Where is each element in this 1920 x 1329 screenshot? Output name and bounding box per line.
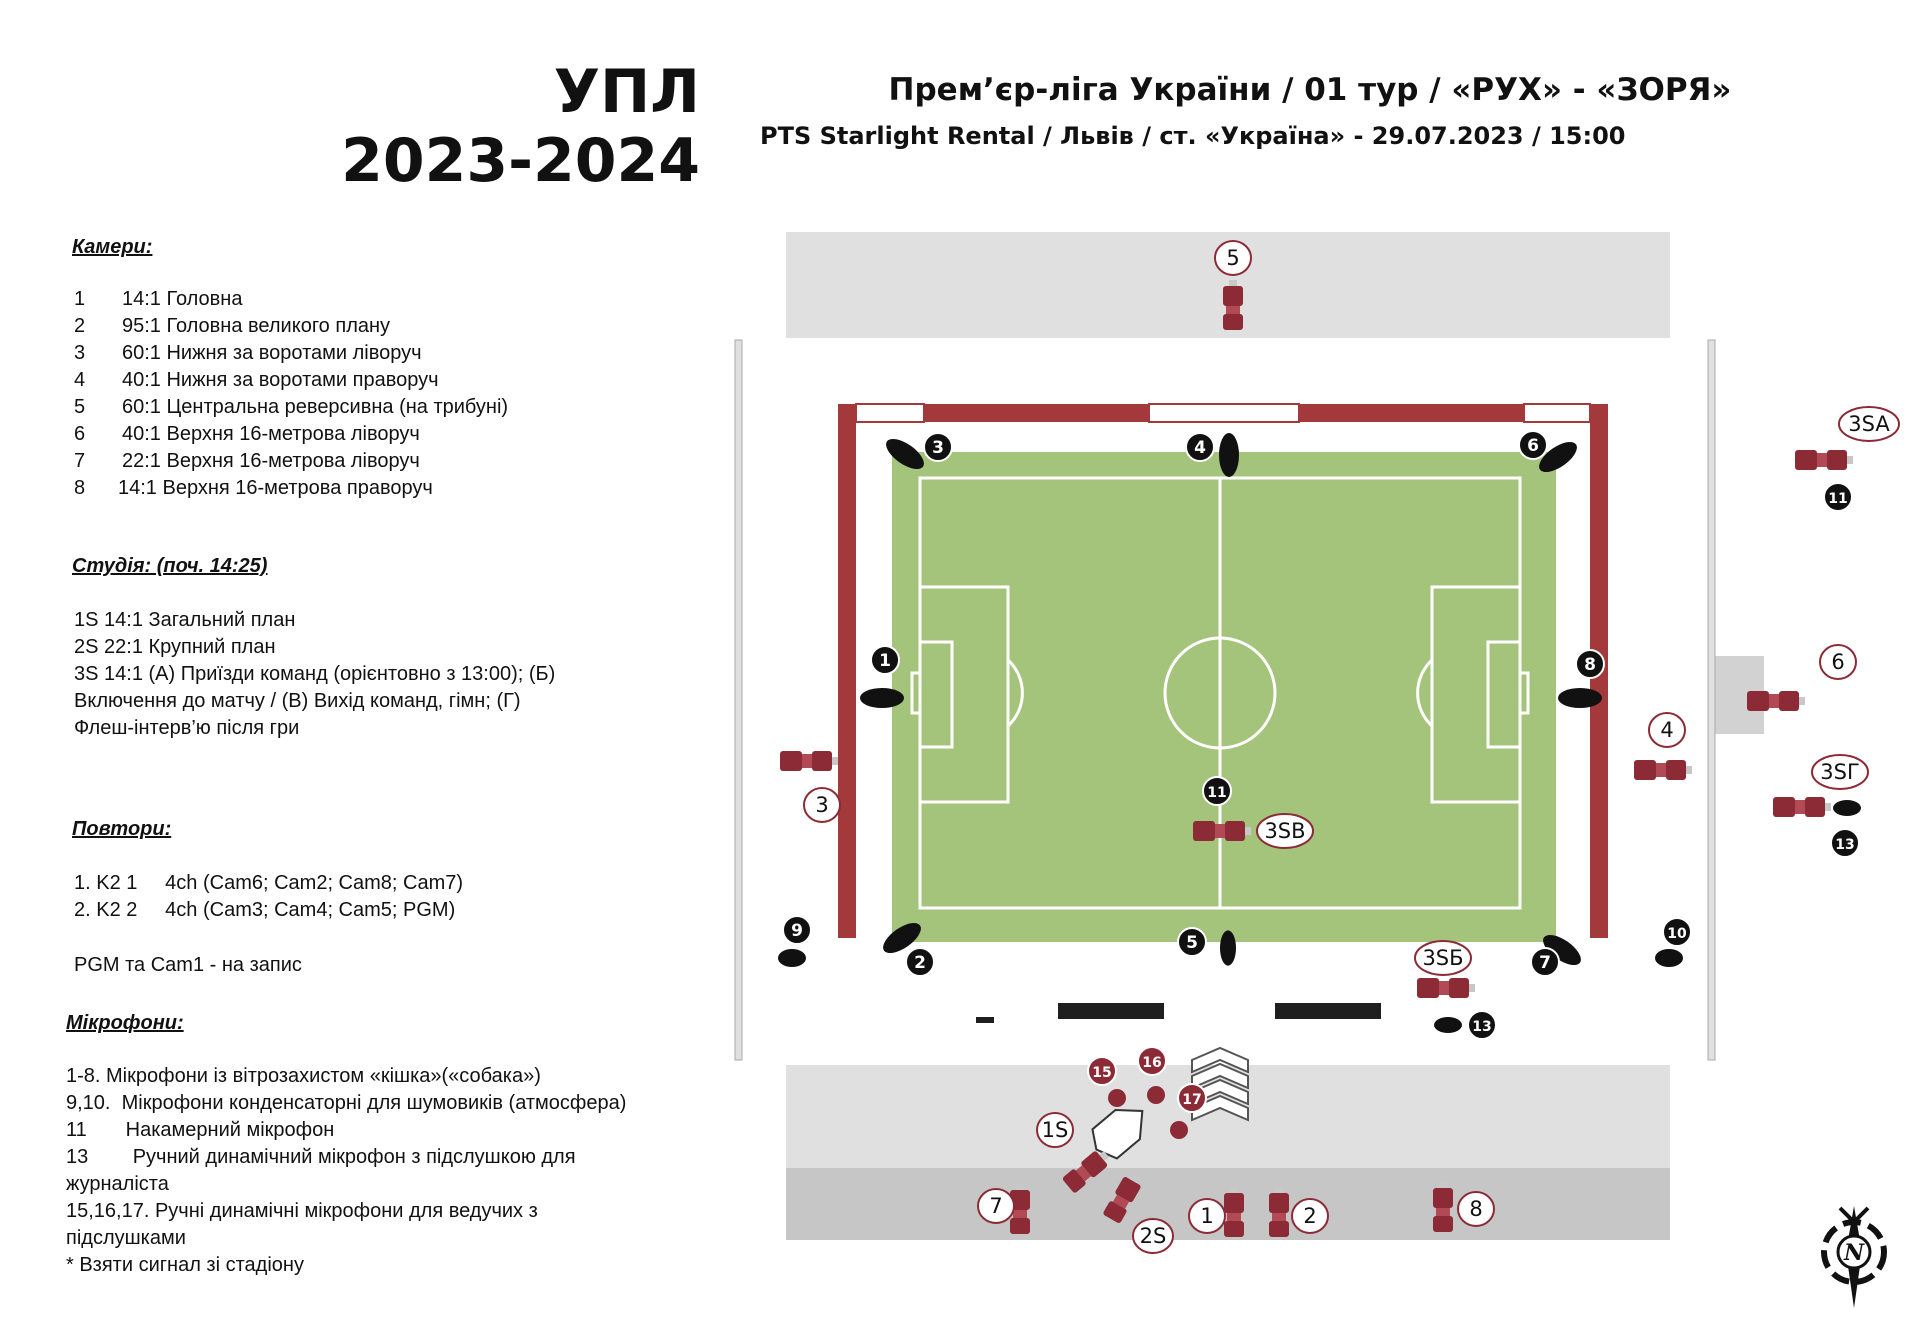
season: 2023-2024 xyxy=(341,126,700,196)
mic-line: підслушками xyxy=(66,1227,186,1249)
studio-heading: Студія: (поч. 14:25) xyxy=(72,555,268,577)
camera-label: 2S xyxy=(1139,1224,1167,1248)
mic-label: 13 xyxy=(1472,1019,1492,1035)
mic-label: 10 xyxy=(1667,926,1687,942)
mic-label: 9 xyxy=(791,921,803,941)
camera-row: 3 60:1 Нижня за воротами ліворуч xyxy=(74,342,422,364)
camera-1-icon xyxy=(1224,1187,1244,1237)
stadium-diagram xyxy=(730,220,1910,1320)
mic-8-icon xyxy=(1558,688,1602,708)
camera-3sg-icon xyxy=(1773,797,1831,817)
mic-label: 17 xyxy=(1182,1092,1202,1108)
mic-label: 6 xyxy=(1527,436,1539,456)
mic-label: 2 xyxy=(914,953,926,973)
mic-label: 16 xyxy=(1142,1055,1162,1071)
studio-list xyxy=(74,607,555,742)
mic-label: 13 xyxy=(1835,837,1855,853)
camera-label: 5 xyxy=(1226,246,1240,270)
mic-4-icon xyxy=(1219,433,1239,477)
bench xyxy=(1275,1003,1381,1019)
fence-east xyxy=(1708,340,1715,1060)
mic-line: 11 Накамерний мікрофон xyxy=(66,1119,335,1141)
camera-row: 6 40:1 Верхня 16-метрова ліворуч xyxy=(74,423,420,445)
camera-row: 5 60:1 Центральна реверсивна (на трибуні) xyxy=(74,396,509,418)
mic-10-icon xyxy=(1655,949,1683,967)
mic-label: 15 xyxy=(1092,1065,1112,1081)
ad-board-north xyxy=(924,404,1149,422)
mic-5-icon xyxy=(1220,930,1236,965)
league-name: УПЛ xyxy=(553,57,700,127)
cameras-list xyxy=(74,286,508,502)
mic-label: 5 xyxy=(1186,933,1198,953)
football-pitch xyxy=(892,452,1556,942)
camera-label: 3 xyxy=(815,793,829,817)
cameras-heading: Камери: xyxy=(72,236,153,258)
camera-3sb-icon xyxy=(1417,978,1475,998)
fence-west xyxy=(735,340,742,1060)
camera-label: 3SA xyxy=(1848,412,1890,436)
compass-label: N xyxy=(1843,1240,1865,1266)
camera-label: 3SB xyxy=(1264,819,1306,843)
mic-label: 11 xyxy=(1828,491,1848,507)
camera-label: 2 xyxy=(1303,1204,1317,1228)
match-line-2: PTS Starlight Rental / Львів / ст. «Україна» - 29.07.2023 / 15:00 xyxy=(760,122,1626,150)
mic-label: 4 xyxy=(1194,438,1206,458)
camera-3sv-icon xyxy=(1193,821,1251,841)
camera-row: 2 95:1 Головна великого плану xyxy=(74,315,391,337)
microphones-list xyxy=(66,1063,626,1279)
replays-heading: Повтори: xyxy=(72,818,172,840)
camera-row: 1 14:1 Головна xyxy=(74,288,243,310)
camera-2-icon xyxy=(1269,1187,1289,1237)
camera-label: 3SБ xyxy=(1422,946,1464,970)
camera-label: 4 xyxy=(1660,718,1674,742)
mic-9-icon xyxy=(778,949,806,967)
camera-3-icon xyxy=(780,751,838,771)
mic-13-icon xyxy=(1434,1017,1462,1033)
replay-line: 2. K2 2 4ch (Cam3; Cam4; Cam5; PGM) xyxy=(74,899,456,921)
mic-label: 7 xyxy=(1539,953,1551,973)
camera-3sa-icon xyxy=(1795,450,1853,470)
compass-icon xyxy=(1824,1206,1884,1308)
mic-1-icon xyxy=(860,688,904,708)
stand-south xyxy=(786,1065,1670,1171)
camera-6-icon xyxy=(1747,691,1805,711)
mic-line: 13 Ручний динамічний мікрофон з підслушкою для xyxy=(66,1146,576,1168)
mic-13-icon xyxy=(1833,800,1861,816)
mic-label: 3 xyxy=(932,438,944,458)
microphones-heading: Мікрофони: xyxy=(66,1012,184,1034)
match-header xyxy=(700,72,1920,150)
mic-label: 1 xyxy=(879,651,891,671)
mic-label: 11 xyxy=(1207,785,1227,801)
mic-line: 9,10. Мікрофони конденсаторні для шумовиків (атмосфера) xyxy=(66,1092,627,1114)
replay-note: PGM та Cam1 - на запис xyxy=(74,954,302,976)
replays-list xyxy=(74,870,463,979)
replay-line: 1. K2 1 4ch (Cam6; Cam2; Cam8; Cam7) xyxy=(74,872,464,894)
camera-label: 1 xyxy=(1200,1204,1214,1228)
league-title xyxy=(330,58,700,196)
mic-line: 15,16,17. Ручні динамічні мікрофони для ведучих з xyxy=(66,1200,538,1222)
camera-label: 7 xyxy=(989,1194,1003,1218)
ad-board-west xyxy=(838,404,856,938)
camera-5-icon xyxy=(1223,280,1243,330)
camera-row: 4 40:1 Нижня за воротами праворуч xyxy=(74,369,439,391)
camera-label: 3SГ xyxy=(1820,760,1860,784)
ad-board-north xyxy=(1299,404,1524,422)
camera-row: 7 22:1 Верхня 16-метрова ліворуч xyxy=(74,450,420,472)
mic-line: * Взяти сигнал зі стадіону xyxy=(66,1254,304,1276)
match-line-1: Прем’єр-ліга України / 01 тур / «РУХ» - «ЗОРЯ» xyxy=(888,72,1732,108)
camera-label: 8 xyxy=(1469,1197,1483,1221)
camera-4-icon xyxy=(1634,760,1692,780)
studio-line: Флеш-інтерв’ю після гри xyxy=(74,717,300,739)
camera-8-icon xyxy=(1433,1182,1453,1232)
studio-line: 2S 22:1 Крупний план xyxy=(74,636,276,658)
studio-line: Включення до матчу / (В) Вихід команд, гімн; (Г) xyxy=(74,690,521,712)
studio-line: 3S 14:1 (А) Приїзди команд (орієнтовно з 13:00); (Б) xyxy=(74,663,556,685)
camera-row: 8 14:1 Верхня 16-метрова праворуч xyxy=(74,477,433,499)
mic-line: 1-8. Мікрофони із вітрозахистом «кішка»(«собака») xyxy=(66,1065,541,1087)
bench xyxy=(1058,1003,1164,1019)
camera-label: 1S xyxy=(1041,1118,1069,1142)
mic-label: 8 xyxy=(1584,655,1596,675)
mic-line: журналіста xyxy=(66,1173,169,1195)
studio-line: 1S 14:1 Загальний план xyxy=(74,609,296,631)
camera-label: 6 xyxy=(1831,650,1845,674)
